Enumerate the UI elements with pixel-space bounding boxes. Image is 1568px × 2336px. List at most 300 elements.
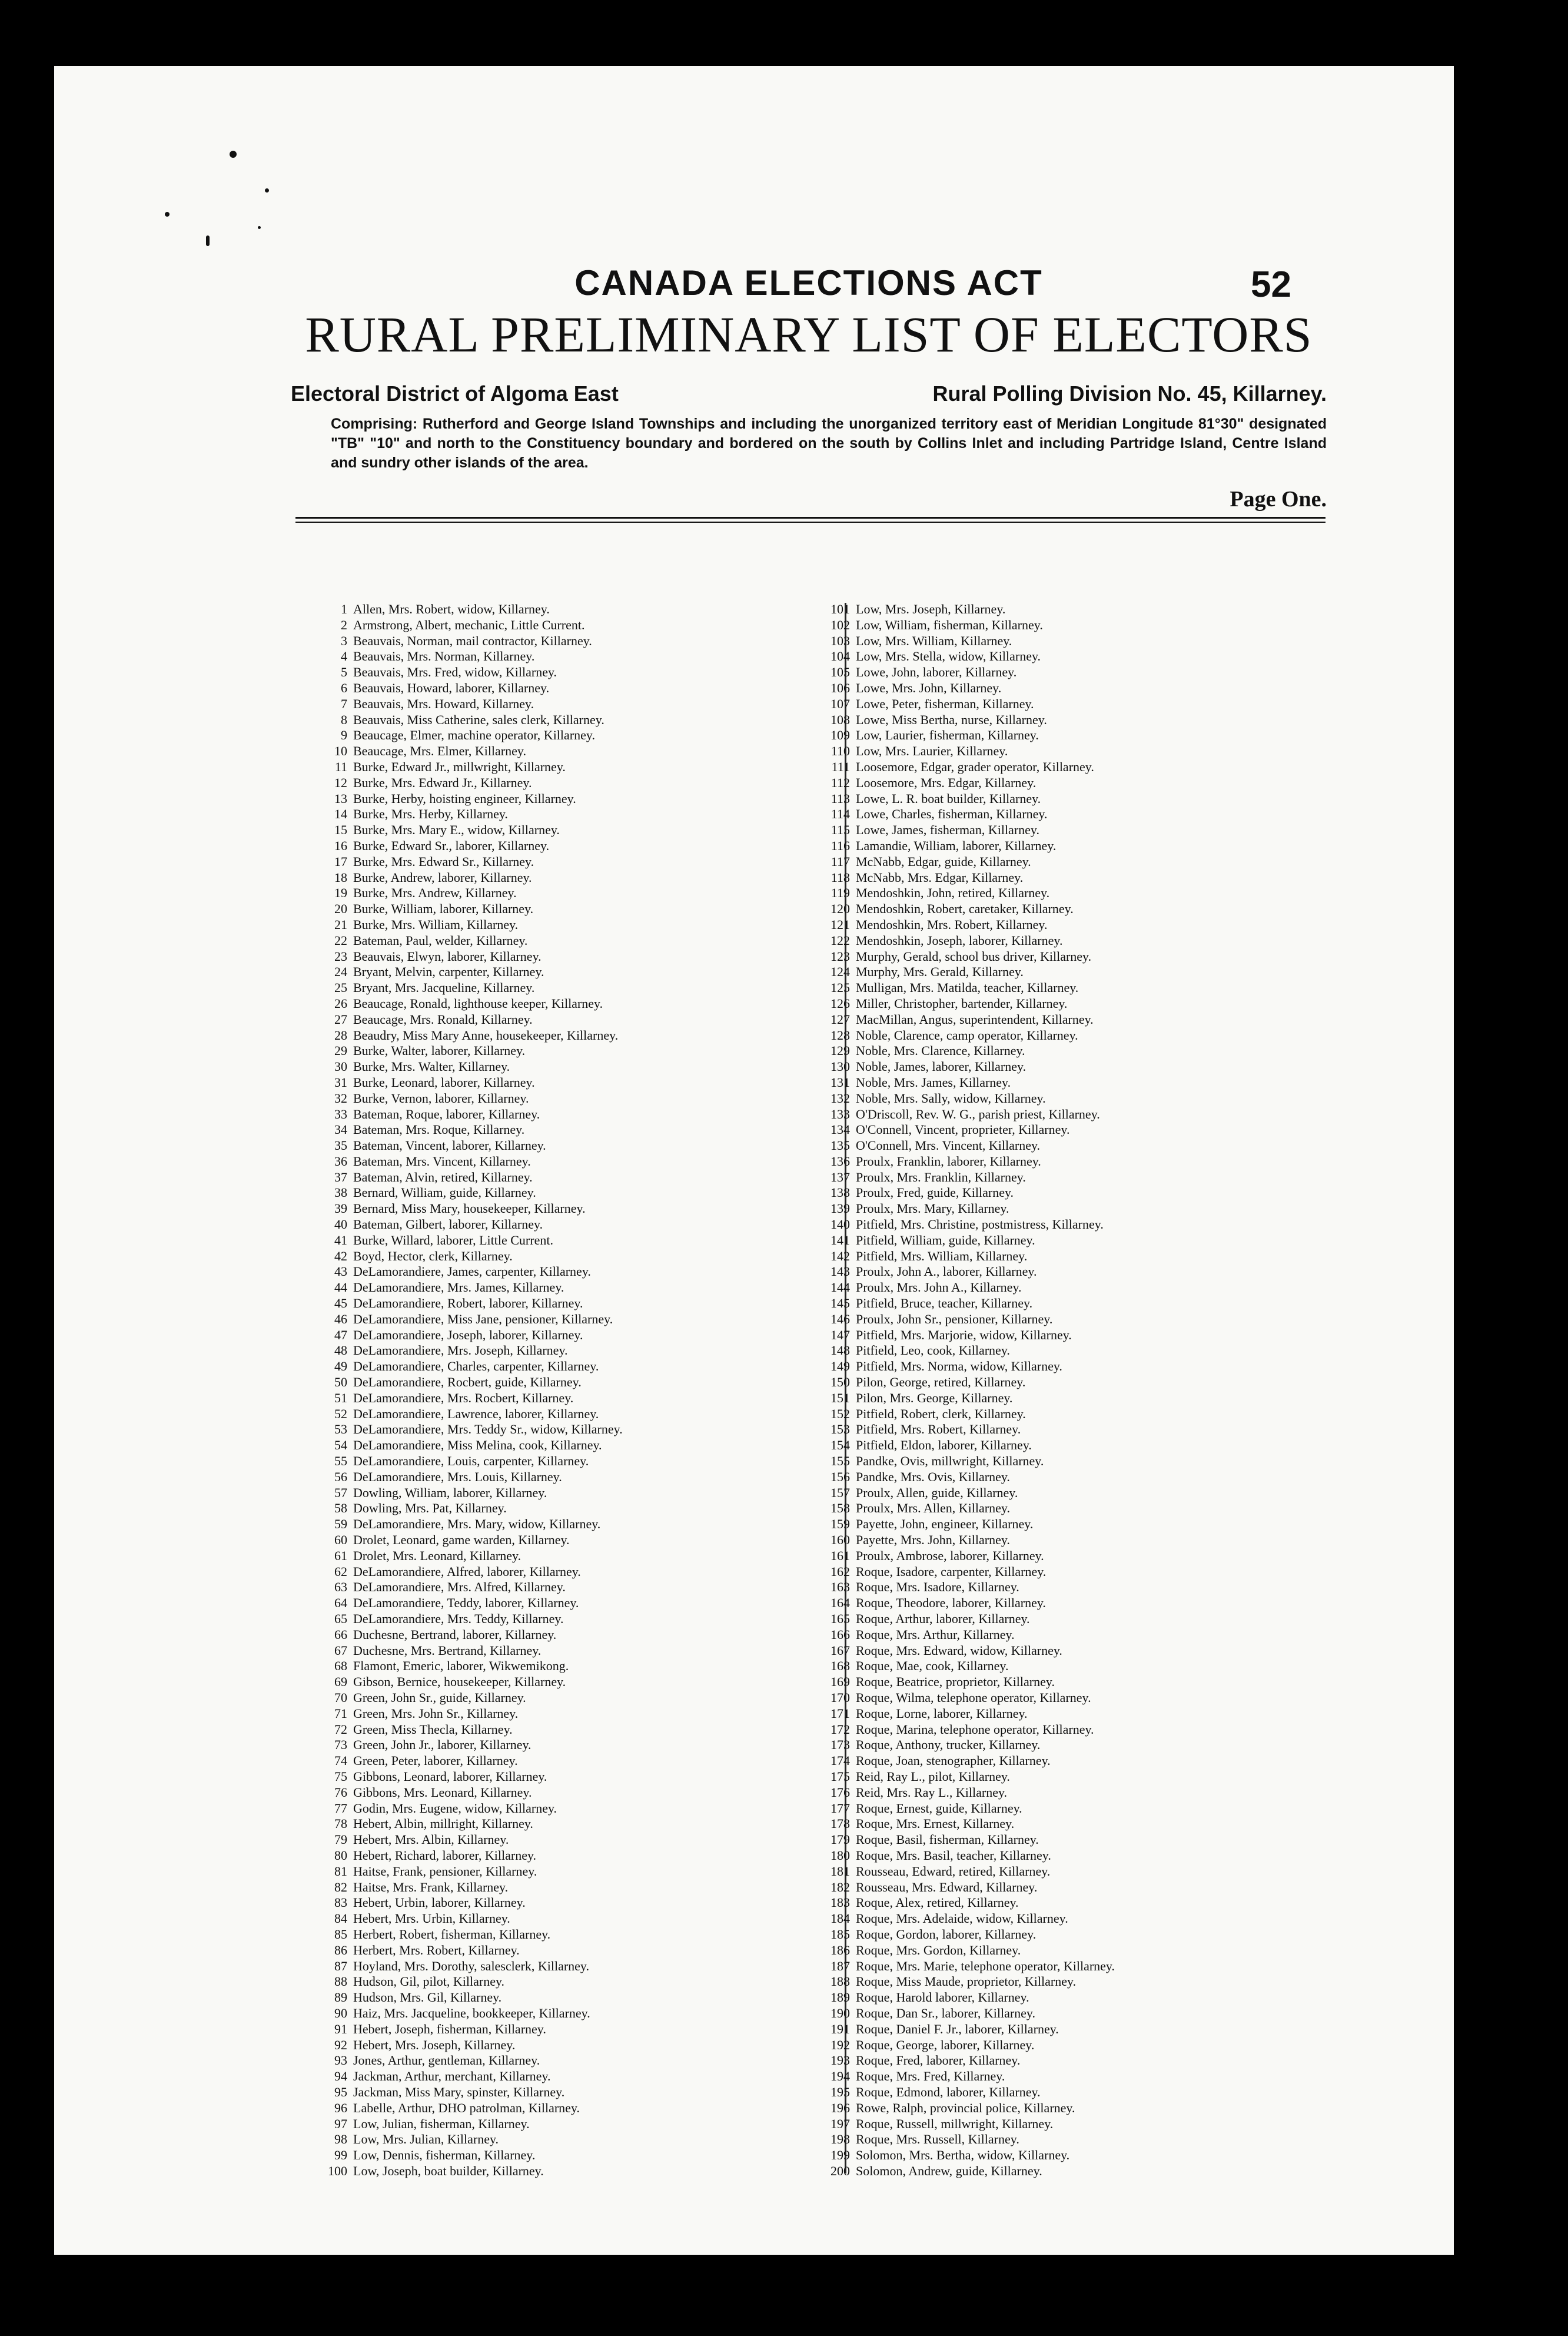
elector-number: 167 — [830, 1642, 850, 1658]
elector-number: 93 — [334, 2053, 347, 2068]
elector-number: 103 — [830, 633, 850, 648]
elector-number: 38 — [334, 1185, 347, 1200]
header-rule — [295, 517, 1326, 519]
elector-details: Jackman, Arthur, merchant, Killarney. — [353, 2069, 551, 2084]
elector-details: Roque, Wilma, telephone operator, Killarney. — [856, 1690, 1091, 1705]
elector-entry — [294, 1422, 836, 1438]
elector-details: Lowe, L. R. boat builder, Killarney. — [856, 791, 1041, 806]
elector-entry — [294, 1864, 836, 1880]
elector-number: 161 — [830, 1548, 850, 1563]
elector-details: Proulx, John A., laborer, Killarney. — [856, 1264, 1037, 1279]
elector-entry — [797, 2069, 1350, 2085]
elector-number: 36 — [334, 1153, 347, 1169]
elector-entry — [797, 1848, 1350, 1864]
elector-entry — [797, 1359, 1350, 1375]
elector-entry — [797, 1107, 1350, 1123]
elector-details: Pitfield, Bruce, teacher, Killarney. — [856, 1296, 1033, 1311]
elector-details: DeLamorandiere, Charles, carpenter, Killarney. — [353, 1359, 599, 1374]
elector-details: DeLamorandiere, Robert, laborer, Killarney. — [353, 1296, 583, 1311]
elector-number: 122 — [830, 933, 850, 948]
elector-details: Burke, Mrs. Herby, Killarney. — [353, 807, 508, 822]
elector-number: 150 — [830, 1375, 850, 1390]
elector-number: 189 — [830, 1990, 850, 2005]
elector-details: Rousseau, Edward, retired, Killarney. — [856, 1863, 1051, 1879]
elector-number: 99 — [334, 2148, 347, 2163]
elector-details: Hebert, Urbin, laborer, Killarney. — [353, 1895, 526, 1910]
elector-number: 199 — [830, 2148, 850, 2163]
elector-entry — [797, 949, 1350, 965]
elector-details: Bateman, Roque, laborer, Killarney. — [353, 1106, 540, 1121]
elector-details: Beauvais, Howard, laborer, Killarney. — [353, 680, 550, 695]
elector-details: Noble, Mrs. James, Killarney. — [856, 1074, 1011, 1090]
elector-number: 17 — [334, 854, 347, 869]
elector-details: Roque, Fred, laborer, Killarney. — [856, 2053, 1021, 2068]
elector-entry — [797, 2085, 1350, 2101]
elector-entry — [294, 949, 836, 965]
elector-details: Proulx, Ambrose, laborer, Killarney. — [856, 1548, 1044, 1563]
elector-entry — [294, 1611, 836, 1627]
elector-entry — [797, 838, 1350, 854]
elector-number: 71 — [334, 1705, 347, 1721]
elector-entry — [294, 1564, 836, 1580]
elector-details: Loosemore, Edgar, grader operator, Killarney. — [856, 759, 1094, 774]
elector-number: 32 — [334, 1090, 347, 1106]
elector-number: 7 — [341, 696, 347, 711]
elector-number: 29 — [334, 1043, 347, 1058]
elector-number: 190 — [830, 2005, 850, 2020]
elector-number: 31 — [334, 1074, 347, 1090]
elector-details: Roque, Miss Maude, proprietor, Killarney. — [856, 1974, 1077, 1989]
elector-number: 170 — [830, 1690, 850, 1705]
elector-number: 132 — [830, 1090, 850, 1106]
elector-entry — [797, 1911, 1350, 1927]
elector-entry — [294, 1690, 836, 1706]
elector-number: 112 — [830, 775, 850, 790]
elector-details: Burke, Mrs. Andrew, Killarney. — [353, 885, 517, 901]
elector-number: 119 — [830, 885, 850, 901]
elector-entry — [797, 791, 1350, 807]
elector-details: Rousseau, Mrs. Edward, Killarney. — [856, 1879, 1038, 1894]
elector-details: Roque, Mrs. Arthur, Killarney. — [856, 1627, 1015, 1642]
elector-entry — [294, 1974, 836, 1990]
elector-details: DeLamorandiere, Miss Jane, pensioner, Killarney. — [353, 1311, 613, 1326]
page-number: 52 — [1251, 264, 1291, 305]
elector-entry — [294, 1706, 836, 1722]
elector-entry — [294, 1122, 836, 1138]
elector-details: MacMillan, Angus, superintendent, Killarney. — [856, 1011, 1094, 1027]
elector-number: 198 — [830, 2132, 850, 2147]
elector-number: 114 — [830, 807, 850, 822]
elector-details: Bateman, Mrs. Roque, Killarney. — [353, 1122, 525, 1137]
elector-details: Low, Dennis, fisherman, Killarney. — [353, 2148, 536, 2163]
elector-details: Payette, Mrs. John, Killarney. — [856, 1532, 1010, 1548]
elector-number: 73 — [334, 1737, 347, 1753]
elector-details: Dowling, Mrs. Pat, Killarney. — [353, 1501, 507, 1516]
elector-details: DeLamorandiere, Mrs. Joseph, Killarney. — [353, 1343, 568, 1358]
elector-entry — [797, 1943, 1350, 1959]
elector-number: 156 — [830, 1469, 850, 1484]
elector-number: 130 — [830, 1059, 850, 1074]
elector-details: Burke, Andrew, laborer, Killarney. — [353, 870, 532, 885]
elector-details: Lowe, Peter, fisherman, Killarney. — [856, 696, 1034, 711]
elector-entry — [797, 1737, 1350, 1753]
elector-entry — [294, 1406, 836, 1422]
elector-details: Roque, Daniel F. Jr., laborer, Killarney. — [856, 2021, 1059, 2036]
elector-entry — [294, 1059, 836, 1075]
elector-number: 145 — [830, 1296, 850, 1311]
elector-entry — [294, 1075, 836, 1091]
elector-entry — [797, 1154, 1350, 1170]
elector-details: Low, Laurier, fisherman, Killarney. — [856, 728, 1039, 743]
elector-list-left — [294, 602, 836, 2179]
elector-number: 69 — [334, 1674, 347, 1690]
elector-number: 185 — [830, 1926, 850, 1942]
elector-details: Beaucage, Elmer, machine operator, Killarney. — [353, 728, 595, 743]
elector-details: Burke, Walter, laborer, Killarney. — [353, 1043, 526, 1058]
elector-number: 78 — [334, 1816, 347, 1831]
elector-entry — [294, 618, 836, 633]
elector-entry — [797, 1674, 1350, 1690]
comprising-paragraph: Comprising: Rutherford and George Island Townships and including the unorganized territory east of Meridian Longitude 81°30" designated "TB" "10" and north to the Constituency boundary and bordered on the south by Collins Inlet and including Partridge Island, Centre Island and sundry other islands of the area. — [331, 416, 1327, 471]
elector-number: 85 — [334, 1926, 347, 1942]
elector-details: DeLamorandiere, Alfred, laborer, Killarney. — [353, 1564, 581, 1579]
elector-number: 187 — [830, 1958, 850, 1973]
elector-number: 113 — [830, 791, 850, 806]
elector-details: Roque, Mrs. Edward, widow, Killarney. — [856, 1642, 1062, 1658]
elector-details: Solomon, Mrs. Bertha, widow, Killarney. — [856, 2148, 1070, 2163]
elector-entry — [797, 933, 1350, 949]
elector-number: 200 — [830, 2163, 850, 2178]
elector-details: Lowe, James, fisherman, Killarney. — [856, 822, 1039, 838]
elector-entry — [797, 1769, 1350, 1785]
elector-number: 182 — [830, 1879, 850, 1894]
elector-details: Low, William, fisherman, Killarney. — [856, 617, 1043, 632]
elector-number: 108 — [830, 712, 850, 727]
elector-number: 54 — [334, 1438, 347, 1453]
elector-number: 30 — [334, 1059, 347, 1074]
elector-entry — [294, 2053, 836, 2069]
elector-entry — [294, 649, 836, 665]
elector-details: Roque, Mrs. Russell, Killarney. — [856, 2132, 1019, 2147]
elector-entry — [797, 1785, 1350, 1801]
elector-details: Roque, Mae, cook, Killarney. — [856, 1658, 1009, 1674]
scan-speck — [230, 151, 237, 158]
elector-details: Roque, Russell, millwright, Killarney. — [856, 2116, 1054, 2131]
elector-entry — [797, 2164, 1350, 2179]
elector-number: 97 — [334, 2116, 347, 2131]
elector-entry — [294, 1517, 836, 1532]
elector-entry — [294, 1469, 836, 1485]
elector-entry — [294, 775, 836, 791]
elector-number: 13 — [334, 791, 347, 806]
elector-details: Haitse, Frank, pensioner, Killarney. — [353, 1863, 537, 1879]
document-page — [54, 66, 1454, 2255]
elector-details: Bateman, Alvin, retired, Killarney. — [353, 1169, 533, 1184]
elector-details: Bateman, Vincent, laborer, Killarney. — [353, 1138, 546, 1153]
elector-number: 75 — [334, 1768, 347, 1784]
elector-entry — [797, 1880, 1350, 1896]
elector-entry — [797, 1091, 1350, 1107]
elector-number: 140 — [830, 1217, 850, 1232]
elector-details: Lowe, John, laborer, Killarney. — [856, 665, 1017, 680]
elector-number: 151 — [830, 1390, 850, 1405]
scan-speck — [265, 188, 269, 193]
elector-entry — [294, 1170, 836, 1186]
elector-details: Bryant, Mrs. Jacqueline, Killarney. — [353, 980, 535, 996]
elector-entry — [294, 1959, 836, 1975]
elector-number: 149 — [830, 1359, 850, 1374]
elector-number: 127 — [830, 1011, 850, 1027]
elector-number: 46 — [334, 1311, 347, 1326]
elector-details: Roque, Alex, retired, Killarney. — [856, 1895, 1019, 1910]
elector-entry — [797, 1722, 1350, 1738]
elector-details: Hebert, Albin, millright, Killarney. — [353, 1816, 533, 1831]
elector-entry — [797, 1059, 1350, 1075]
elector-entry — [797, 602, 1350, 618]
elector-entry — [797, 1816, 1350, 1832]
elector-number: 183 — [830, 1895, 850, 1910]
elector-entry — [294, 1312, 836, 1328]
elector-entry — [797, 712, 1350, 728]
elector-number: 172 — [830, 1721, 850, 1737]
elector-details: Drolet, Leonard, game warden, Killarney. — [353, 1532, 570, 1548]
elector-details: DeLamorandiere, Louis, carpenter, Killarney. — [353, 1454, 589, 1469]
elector-details: Duchesne, Mrs. Bertrand, Killarney. — [353, 1642, 542, 1658]
elector-number: 134 — [830, 1122, 850, 1137]
elector-details: McNabb, Mrs. Edgar, Killarney. — [856, 870, 1024, 885]
elector-entry — [294, 1201, 836, 1217]
elector-number: 160 — [830, 1532, 850, 1548]
elector-details: Reid, Mrs. Ray L., Killarney. — [856, 1784, 1008, 1800]
elector-number: 186 — [830, 1942, 850, 1957]
elector-number: 57 — [334, 1485, 347, 1500]
elector-number: 53 — [334, 1422, 347, 1437]
elector-details: Hebert, Mrs. Joseph, Killarney. — [353, 2037, 516, 2052]
elector-details: Haitse, Mrs. Frank, Killarney. — [353, 1879, 509, 1894]
list-title: RURAL PRELIMINARY LIST OF ELECTORS — [305, 306, 1313, 363]
elector-details: O'Connell, Mrs. Vincent, Killarney. — [856, 1138, 1041, 1153]
elector-number: 195 — [830, 2084, 850, 2099]
elector-details: Armstrong, Albert, mechanic, Little Current. — [353, 617, 585, 632]
elector-entry — [797, 633, 1350, 649]
elector-entry — [797, 807, 1350, 822]
elector-details: Bernard, William, guide, Killarney. — [353, 1185, 536, 1200]
elector-details: Burke, Edward Sr., laborer, Killarney. — [353, 838, 550, 853]
elector-number: 42 — [334, 1248, 347, 1263]
elector-details: Pitfield, Mrs. Marjorie, widow, Killarney. — [856, 1327, 1072, 1342]
elector-entry — [294, 1012, 836, 1028]
elector-number: 83 — [334, 1895, 347, 1910]
elector-entry — [294, 2148, 836, 2164]
elector-number: 8 — [341, 712, 347, 727]
elector-entry — [294, 2132, 836, 2148]
elector-number: 45 — [334, 1296, 347, 1311]
elector-number: 47 — [334, 1327, 347, 1342]
elector-number: 193 — [830, 2053, 850, 2068]
elector-number: 62 — [334, 1564, 347, 1579]
elector-entry — [294, 1296, 836, 1312]
elector-list-right — [797, 602, 1350, 2179]
elector-number: 86 — [334, 1942, 347, 1957]
elector-number: 110 — [830, 744, 850, 759]
elector-number: 163 — [830, 1580, 850, 1595]
elector-details: Herbert, Mrs. Robert, Killarney. — [353, 1942, 520, 1957]
elector-entry — [797, 775, 1350, 791]
elector-details: DeLamorandiere, Mrs. Alfred, Killarney. — [353, 1580, 566, 1595]
elector-details: Pitfield, Mrs. Norma, widow, Killarney. — [856, 1359, 1062, 1374]
elector-entry — [294, 2069, 836, 2085]
elector-entry — [797, 1611, 1350, 1627]
elector-entry — [797, 1138, 1350, 1154]
elector-details: Hebert, Richard, laborer, Killarney. — [353, 1847, 537, 1863]
elector-entry — [797, 1312, 1350, 1328]
elector-details: Burke, William, laborer, Killarney. — [353, 901, 534, 917]
elector-number: 154 — [830, 1438, 850, 1453]
scan-speck — [206, 235, 210, 246]
elector-entry — [294, 681, 836, 696]
elector-entry — [797, 1391, 1350, 1406]
elector-details: Proulx, Allen, guide, Killarney. — [856, 1485, 1018, 1500]
elector-entry — [294, 2085, 836, 2101]
elector-number: 66 — [334, 1627, 347, 1642]
elector-details: DeLamorandiere, Rocbert, guide, Killarney. — [353, 1375, 582, 1390]
elector-details: Proulx, Franklin, laborer, Killarney. — [856, 1153, 1041, 1169]
elector-details: Roque, Mrs. Adelaide, widow, Killarney. — [856, 1911, 1068, 1926]
elector-details: Labelle, Arthur, DHO patrolman, Killarney. — [353, 2100, 580, 2115]
elector-number: 197 — [830, 2116, 850, 2131]
elector-details: Pandke, Mrs. Ovis, Killarney. — [856, 1469, 1010, 1484]
elector-entry — [797, 1170, 1350, 1186]
elector-number: 139 — [830, 1201, 850, 1216]
elector-number: 41 — [334, 1232, 347, 1247]
elector-entry — [294, 1359, 836, 1375]
elector-entry — [294, 1927, 836, 1943]
elector-details: Beauvais, Miss Catherine, sales clerk, Killarney. — [353, 712, 604, 727]
elector-number: 35 — [334, 1138, 347, 1153]
elector-entry — [797, 1753, 1350, 1769]
elector-number: 11 — [334, 759, 347, 774]
elector-entry — [797, 964, 1350, 980]
elector-details: Solomon, Andrew, guide, Killarney. — [856, 2163, 1042, 2178]
elector-details: Dowling, William, laborer, Killarney. — [353, 1485, 547, 1500]
elector-number: 101 — [830, 602, 850, 616]
elector-details: Burke, Vernon, laborer, Killarney. — [353, 1090, 529, 1106]
elector-number: 158 — [830, 1501, 850, 1516]
elector-number: 24 — [334, 964, 347, 980]
elector-details: Duchesne, Bertrand, laborer, Killarney. — [353, 1627, 557, 1642]
elector-number: 87 — [334, 1958, 347, 1973]
elector-entry — [797, 1075, 1350, 1091]
elector-details: Haiz, Mrs. Jacqueline, bookkeeper, Killarney. — [353, 2005, 590, 2020]
elector-entry — [294, 917, 836, 933]
elector-entry — [294, 1375, 836, 1391]
elector-entry — [294, 1769, 836, 1785]
elector-number: 109 — [830, 728, 850, 743]
elector-entry — [797, 2038, 1350, 2053]
elector-entry — [797, 2053, 1350, 2069]
elector-number: 51 — [334, 1390, 347, 1405]
elector-entry — [294, 1753, 836, 1769]
elector-entry — [294, 1501, 836, 1517]
elector-details: Roque, Ernest, guide, Killarney. — [856, 1800, 1022, 1816]
elector-details: Green, Miss Thecla, Killarney. — [353, 1721, 513, 1737]
elector-details: Roque, Harold laborer, Killarney. — [856, 1990, 1029, 2005]
elector-entry — [294, 1043, 836, 1059]
elector-number: 124 — [830, 964, 850, 980]
elector-entry — [294, 1264, 836, 1280]
elector-entry — [294, 1485, 836, 1501]
elector-number: 6 — [341, 680, 347, 695]
elector-number: 95 — [334, 2084, 347, 2099]
elector-number: 22 — [334, 933, 347, 948]
elector-entry — [797, 2022, 1350, 2038]
elector-entry — [797, 822, 1350, 838]
elector-details: Burke, Mrs. William, Killarney. — [353, 917, 519, 932]
elector-entry — [797, 1264, 1350, 1280]
elector-number: 178 — [830, 1816, 850, 1831]
elector-details: Jones, Arthur, gentleman, Killarney. — [353, 2053, 540, 2068]
elector-entry — [294, 1343, 836, 1359]
elector-details: Proulx, John Sr., pensioner, Killarney. — [856, 1311, 1053, 1326]
elector-details: DeLamorandiere, Mrs. Rocbert, Killarney. — [353, 1390, 574, 1405]
elector-details: Burke, Leonard, laborer, Killarney. — [353, 1074, 535, 1090]
elector-details: Bernard, Miss Mary, housekeeper, Killarney. — [353, 1201, 586, 1216]
elector-entry — [294, 1185, 836, 1201]
elector-number: 142 — [830, 1248, 850, 1263]
elector-details: Murphy, Mrs. Gerald, Killarney. — [856, 964, 1024, 980]
elector-entry — [797, 1690, 1350, 1706]
elector-number: 107 — [830, 696, 850, 711]
elector-number: 26 — [334, 996, 347, 1011]
elector-entry — [797, 1028, 1350, 1044]
elector-entry — [294, 1911, 836, 1927]
elector-number: 76 — [334, 1784, 347, 1800]
elector-entry — [797, 2006, 1350, 2022]
elector-details: Beauvais, Mrs. Fred, widow, Killarney. — [353, 665, 557, 680]
elector-details: Pitfield, Eldon, laborer, Killarney. — [856, 1438, 1032, 1453]
electoral-district: Electoral District of Algoma East — [291, 381, 619, 406]
elector-number: 131 — [830, 1074, 850, 1090]
elector-number: 88 — [334, 1974, 347, 1989]
elector-number: 177 — [830, 1800, 850, 1816]
elector-number: 12 — [334, 775, 347, 790]
elector-details: Hudson, Gil, pilot, Killarney. — [353, 1974, 505, 1989]
elector-details: Beauvais, Mrs. Norman, Killarney. — [353, 649, 535, 664]
elector-details: DeLamorandiere, Miss Melina, cook, Killarney. — [353, 1438, 602, 1453]
elector-entry — [294, 2101, 836, 2116]
elector-details: Roque, Mrs. Basil, teacher, Killarney. — [856, 1847, 1051, 1863]
elector-details: DeLamorandiere, Lawrence, laborer, Killarney. — [353, 1406, 599, 1421]
elector-number: 173 — [830, 1737, 850, 1753]
elector-entry — [294, 1328, 836, 1343]
elector-details: Allen, Mrs. Robert, widow, Killarney. — [353, 602, 550, 616]
elector-entry — [797, 1043, 1350, 1059]
elector-entry — [797, 1580, 1350, 1595]
elector-entry — [797, 1959, 1350, 1975]
elector-number: 43 — [334, 1264, 347, 1279]
elector-details: Pitfield, Mrs. Robert, Killarney. — [856, 1422, 1021, 1437]
elector-details: Roque, Mrs. Ernest, Killarney. — [856, 1816, 1015, 1831]
elector-entry — [294, 2116, 836, 2132]
elector-details: Hebert, Mrs. Albin, Killarney. — [353, 1832, 509, 1847]
elector-details: Roque, Beatrice, proprietor, Killarney. — [856, 1674, 1055, 1690]
elector-entry — [294, 1816, 836, 1832]
elector-number: 21 — [334, 917, 347, 932]
elector-number: 10 — [334, 744, 347, 759]
elector-entry — [294, 1391, 836, 1406]
elector-details: DeLamorandiere, Mrs. James, Killarney. — [353, 1280, 564, 1295]
elector-entry — [294, 996, 836, 1012]
